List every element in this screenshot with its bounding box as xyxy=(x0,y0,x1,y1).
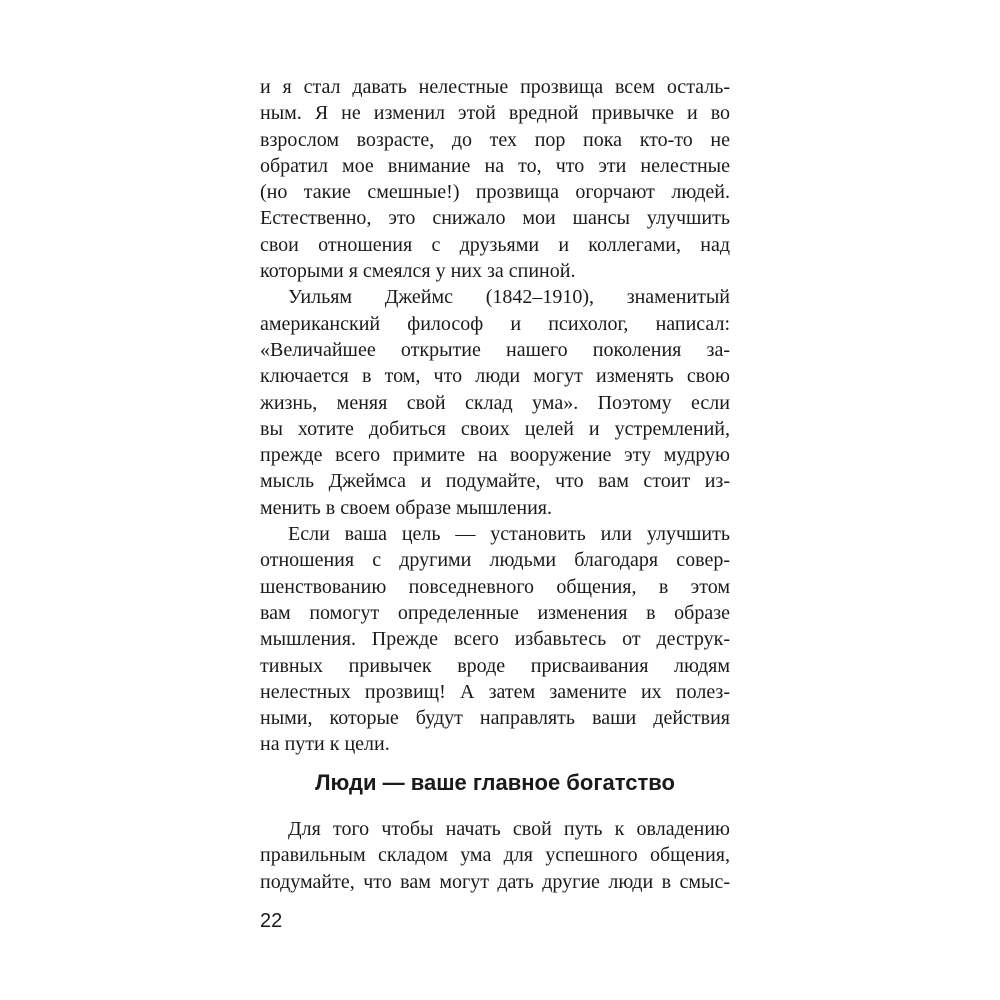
text-line: Естественно, это снижало мои шансы улучшить xyxy=(260,207,730,230)
text-line: ным. Я не изменил этой вредной привычке и во xyxy=(260,102,730,125)
section-heading: Люди — ваше главное богатство xyxy=(315,770,675,795)
text-line: мышления. Прежде всего избавьтесь от деструк- xyxy=(260,628,730,651)
text-line: прежде всего примите на вооружение эту мудрую xyxy=(260,444,730,467)
text-line: Для того чтобы начать свой путь к овладению xyxy=(288,818,730,840)
paragraph-1 xyxy=(260,74,730,284)
paragraph-2 xyxy=(260,284,730,521)
text-line: Уильям Джеймс (1842–1910), знаменитый xyxy=(288,286,730,309)
text-line: вы хотите добиться своих целей и устремлений, xyxy=(260,417,730,440)
text-line: (но такие смешные!) прозвища огорчают людей. xyxy=(260,181,730,204)
text-line: ными, которые будут направлять ваши действия xyxy=(260,707,730,730)
text-line: мысль Джеймса и подумайте, что вам стоит из- xyxy=(260,470,730,493)
paragraph-3 xyxy=(260,521,730,758)
text-line: подумайте, что вам могут дать другие люди в смыс- xyxy=(260,870,730,893)
text-line: американский философ и психолог, написал: xyxy=(260,312,730,335)
text-line: вам помогут определенные изменения в образе xyxy=(260,601,730,624)
text-line: на пути к цели. xyxy=(260,733,390,756)
body-text xyxy=(260,74,730,758)
text-line: тивных привычек вроде присваивания людям xyxy=(260,654,730,677)
text-line: которыми я смеялся у них за спиной. xyxy=(260,260,576,283)
text-line: обратил мое внимание на то, что эти нелестные xyxy=(260,154,730,177)
text-line: «Величайшее открытие нашего поколения за- xyxy=(260,338,730,361)
text-line: отношения с другими людьми благодаря совер- xyxy=(260,549,730,572)
text-line: жизнь, меняя свой склад ума». Поэтому если xyxy=(260,391,730,414)
text-line: правильным складом ума для успешного общения, xyxy=(260,844,730,867)
text-line: шенствованию повседневного общения, в этом xyxy=(260,575,730,598)
text-line: свои отношения с друзьями и коллегами, над xyxy=(260,233,730,256)
text-line: менить в своем образе мышления. xyxy=(260,496,552,519)
page-number: 22 xyxy=(260,910,283,932)
text-line: взрослом возрасте, до тех пор пока кто-то не xyxy=(260,128,730,151)
text-line: Если ваша цель — установить или улучшить xyxy=(288,523,730,546)
text-line: нелестных прозвищ! А затем замените их полез- xyxy=(260,680,730,703)
closing-text xyxy=(260,816,730,895)
paragraph-4 xyxy=(260,816,730,895)
text-line: ключается в том, что люди могут изменять свою xyxy=(260,365,730,388)
text-line: и я стал давать нелестные прозвища всем осталь- xyxy=(260,76,730,98)
